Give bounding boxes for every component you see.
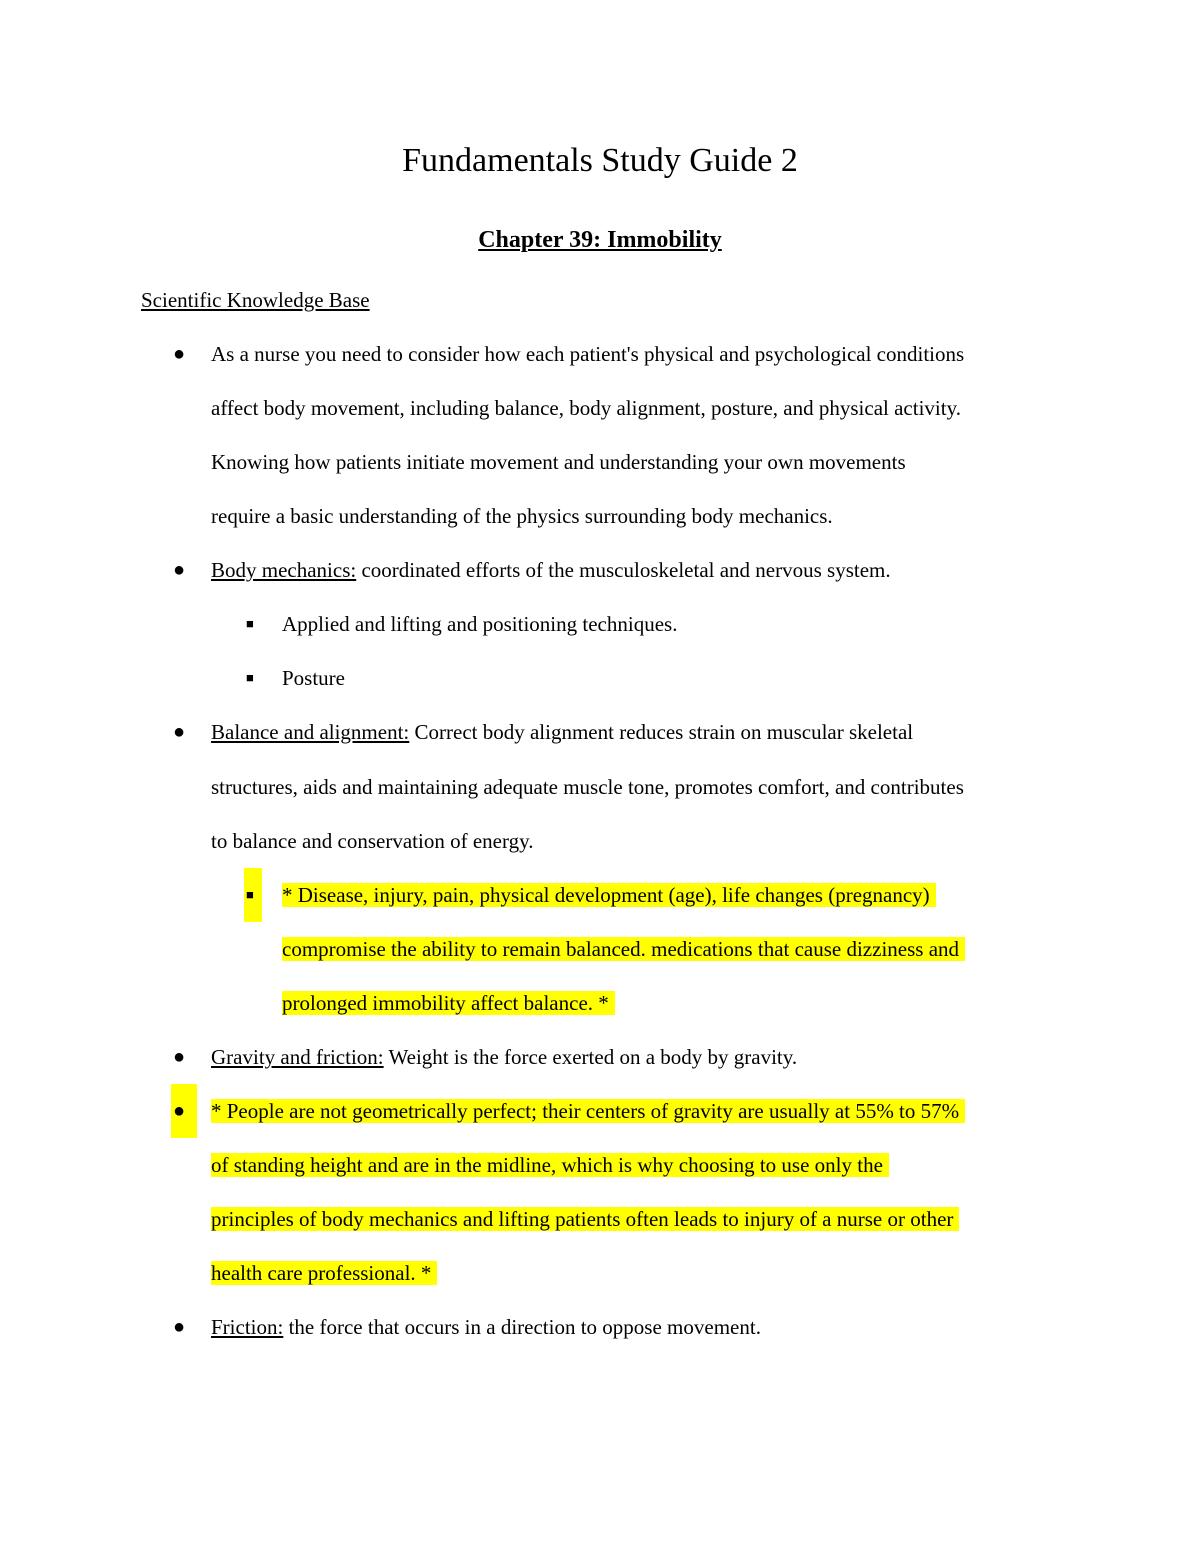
- list-item-line: to balance and conservation of energy.: [211, 829, 534, 853]
- section-heading: Scientific Knowledge Base: [141, 288, 370, 312]
- bullet-icon: ●: [173, 1046, 186, 1068]
- list-item-line: As a nurse you need to consider how each patient's physical and psychological conditions: [211, 342, 965, 366]
- list-item-friction: Friction: the force that occurs in a direction to oppose movement.: [211, 1315, 761, 1339]
- square-bullet-icon: ■: [246, 616, 254, 631]
- list-item-balance: Balance and alignment: Correct body alignment reduces strain on muscular skeletal: [211, 720, 914, 744]
- square-bullet-icon: ■: [244, 868, 262, 922]
- highlighted-line: principles of body mechanics and lifting patients often leads to injury of a nurse or other: [211, 1192, 959, 1246]
- list-item-gravity: Gravity and friction: Weight is the force exerted on a body by gravity.: [211, 1045, 798, 1069]
- bullet-icon: ●: [173, 559, 186, 581]
- sub-list-item: Applied and lifting and positioning techniques.: [282, 612, 678, 636]
- bullet-icon: ●: [173, 343, 186, 365]
- list-item-line: Knowing how patients initiate movement and understanding your own movements: [211, 450, 906, 474]
- highlighted-line: * People are not geometrically perfect; their centers of gravity are usually at 55% to 57%: [211, 1084, 965, 1138]
- chapter-heading: Chapter 39: Immobility: [478, 227, 722, 253]
- list-item-line: affect body movement, including balance, body alignment, posture, and physical activity.: [211, 396, 961, 420]
- term: Friction:: [211, 1315, 284, 1339]
- highlighted-line: prolonged immobility affect balance. *: [282, 976, 615, 1030]
- bullet-icon: ●: [173, 1316, 186, 1338]
- bullet-icon: ●: [171, 1084, 197, 1138]
- sub-list-item: Posture: [282, 666, 345, 690]
- highlighted-line: * Disease, injury, pain, physical development (age), life changes (pregnancy): [282, 868, 936, 922]
- term: Body mechanics:: [211, 558, 357, 582]
- highlighted-line: compromise the ability to remain balanced. medications that cause dizziness and: [282, 922, 965, 976]
- list-item-line: require a basic understanding of the physics surrounding body mechanics.: [211, 504, 833, 528]
- highlighted-line: of standing height and are in the midline, which is why choosing to use only the: [211, 1138, 889, 1192]
- highlighted-line: health care professional. *: [211, 1246, 437, 1300]
- term: Gravity and friction:: [211, 1045, 384, 1069]
- bullet-icon: ●: [173, 721, 186, 743]
- document-title: Fundamentals Study Guide 2: [402, 142, 798, 179]
- list-item-body-mechanics: Body mechanics: coordinated efforts of the musculoskeletal and nervous system.: [211, 558, 891, 582]
- list-item-line: structures, aids and maintaining adequate muscle tone, promotes comfort, and contributes: [211, 775, 964, 799]
- square-bullet-icon: ■: [246, 670, 254, 685]
- term: Balance and alignment:: [211, 720, 410, 744]
